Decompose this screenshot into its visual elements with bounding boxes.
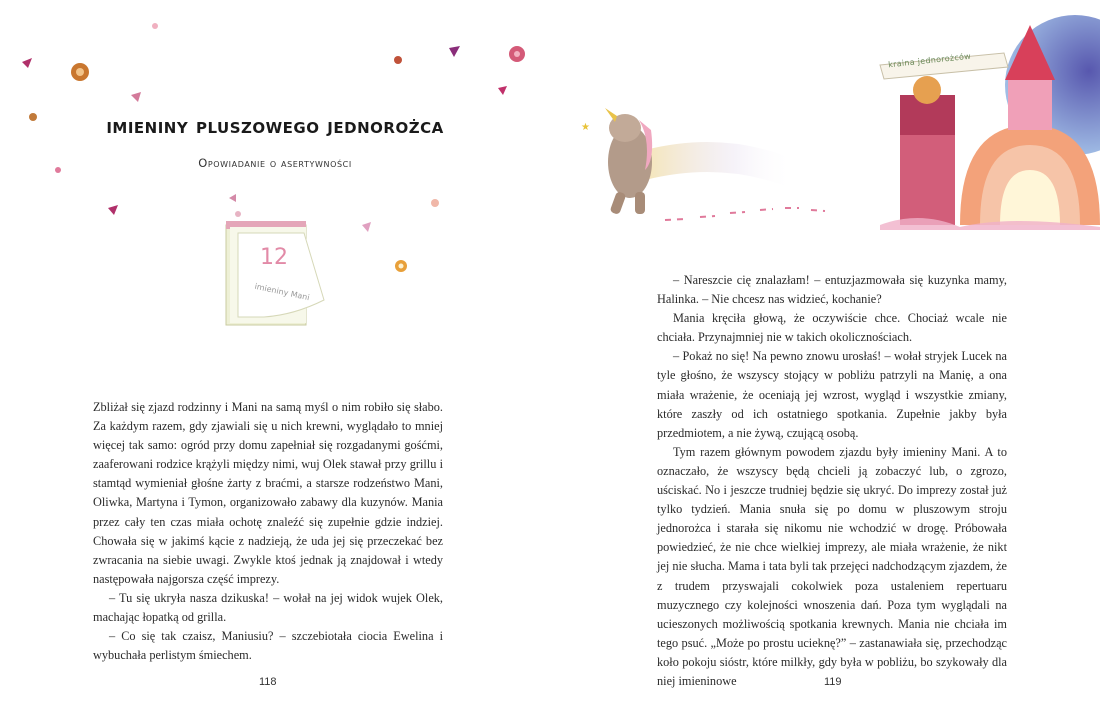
banner-label: kraina jednorożców: [887, 51, 972, 70]
page-number-right: 119: [824, 676, 842, 688]
svg-text:★: ★: [581, 122, 590, 133]
chapter-subtitle: Opowiadanie o asertywności: [198, 156, 352, 170]
right-body-text: [657, 271, 1007, 691]
left-body-text: [93, 398, 443, 665]
paragraph: Mania kręciła głową, że oczywiście chce. Chociaż wcale nie chciała. Przynajmniej nie w takich okolicznościach.: [657, 311, 1007, 345]
page-number-left: 118: [259, 676, 277, 688]
unicorn-character-illustration: [575, 100, 875, 230]
right-page: [550, 0, 1100, 717]
calendar-day: 12: [260, 245, 288, 270]
paragraph: – Nareszcie cię znalazłam! – entuzjazmowała się kuzynka mamy, Halinka. – Nie chcesz nas widzieć, kochanie?: [657, 273, 1007, 307]
paragraph: Zbliżał się zjazd rodzinny i Mani na samą myśl o nim robiło się słabo. Za każdym razem, gdy zjawiali się u nich krewni, wyglądało to mniej więcej tak samo: ogród przy domu zapełniał się rozgadanymi gośćmi, zaaferowani rodzice krążyli między nimi, wuj Olek stawał przy grillu i stamtąd wymieniał głośne żarty z braćmi, a starsze rodzeństwo Mani, Oliwka, Martyna i Tymon, organizowało zabawy dla kuzynów. Mania przez cały ten czas miała ochotę znaleźć się zupełnie gdzie indziej. Chowała się w jakimś kącie z nadzieją, że uda jej się przeczekać bez zwracania na siebie uwagi. Zwykle ktoś jednak ją znajdował i wtedy następowała najgorsza część imprezy.: [93, 400, 443, 586]
chapter-title: imieniny pluszowego jednorożca: [106, 114, 444, 138]
paragraph: – Tu się ukryła nasza dzikuska! – wołał na jej widok wujek Olek, machając łopatką od grilla.: [93, 590, 443, 625]
calendar-label: imieniny Mani: [253, 281, 311, 303]
paragraph: – Pokaż no się! Na pewno znowu urosłaś! – wołał stryjek Lucek na tyle głośno, że wszyscy stojący w pobliżu patrzyli na Manię, a ona miała wrażenie, że oceniają jej wzrost, wygląd i wszystkie zmiany, które zaszły od ich ostatniego spotkania. Zupełnie jakby była przedmiotem, a nie żywą, czującą osobą.: [657, 349, 1007, 440]
paragraph: – Co się tak czaisz, Maniusiu? – szczebiotała ciocia Ewelina i wybuchała perlistym śmiechem.: [93, 629, 443, 663]
calendar-illustration: [224, 205, 334, 330]
paragraph: Tym razem głównym powodem zjazdu były imieniny Mani. A to oznaczało, że wszyscy będą chcieli ją zobaczyć lub, o zgrozo, uściskać. No i jeszcze trudniej będzie się ukryć. Do imprezy został już tylko tydzień. Mania snuła się po domu w pluszowym stroju jednorożca i starała się nikomu nie wchodzić w drogę. Próbowała powiedzieć, że nie chce wielkiej imprezy, ale miała wrażenie, że nikt jej nie słucha. Mama i tata byli tak przejęci nadchodzącym zjazdem, że z trudem przyswajali cokolwiek poza ustaleniem repertuaru muzycznego czy kolejności wnoszenia dań. Poza tym wyglądali na ucieszonych możliwością spotkania krewnych. Mania nie chciała im tego psuć. „Może po prostu ucieknę?” – zastanawiała się, przechodząc koło pokoju sióstr, które milkły, gdy była w pobliżu, bo szykowały dla niej imieninowe: [657, 444, 1007, 688]
